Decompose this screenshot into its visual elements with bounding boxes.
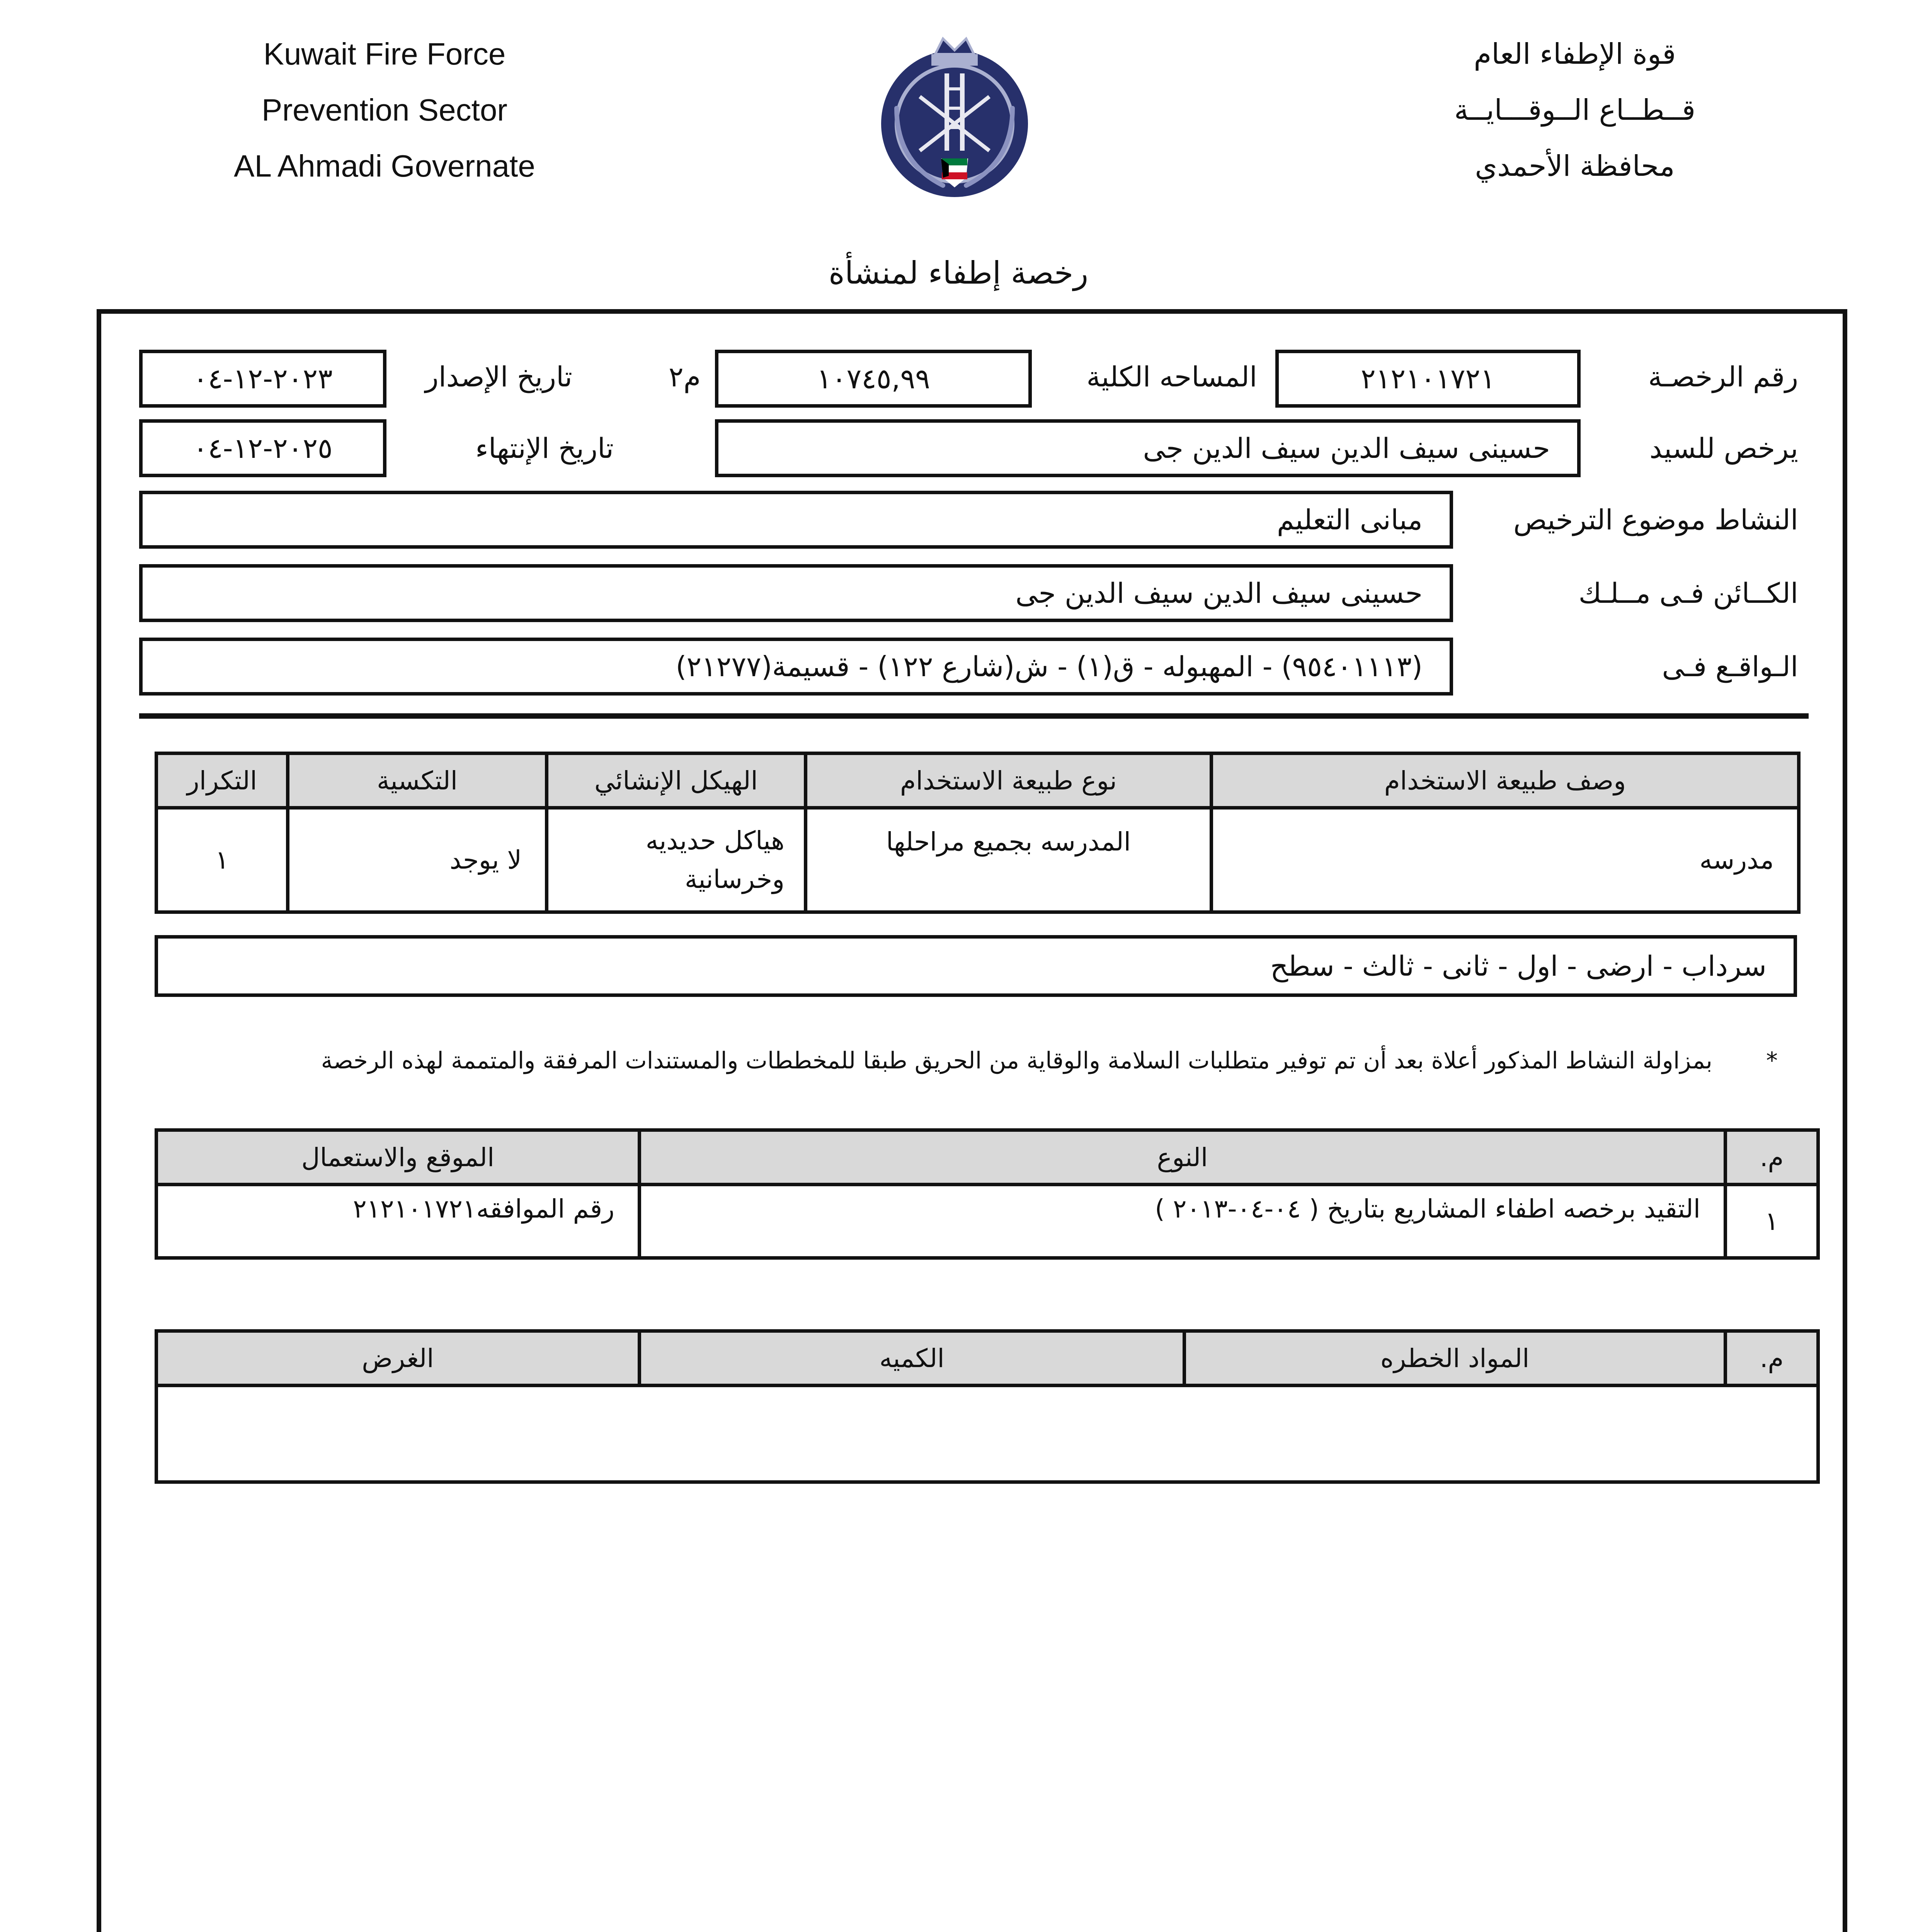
floors-field: سرداب - ارضى - اول - ثانى - ثالث - سطح [155, 935, 1797, 997]
kuwait-fire-force-emblem-icon [870, 31, 1040, 201]
table-row [157, 808, 1799, 912]
conditions-table [155, 1128, 1820, 1260]
hazmat-table-header [157, 1331, 1818, 1386]
column-header: المواد الخطره [1184, 1331, 1726, 1386]
license-number-field: ٢١٢١٠١٧٢١ [1275, 350, 1581, 408]
licensee-label: يرخص للسيد [1649, 432, 1798, 464]
column-header: الهيكل الإنشائي [547, 753, 806, 808]
table-cell: مدرسه [1212, 808, 1799, 912]
conditions-table-header [157, 1130, 1818, 1185]
column-header: م. [1726, 1331, 1818, 1386]
total-area-field: ١٠٧٤٥,٩٩ [715, 350, 1032, 408]
note-text: بمزاولة النشاط المذكور أعلاة بعد أن تم توفير متطلبات السلامة والوقاية من الحريق طبقا للمخططات والمستندات المرفقة والمتممة لهذه الرخصة [321, 1047, 1712, 1074]
license-number-label: رقم الرخصـة [1648, 361, 1798, 393]
owner-label: الكــائن فـى مــلـك [1578, 577, 1798, 609]
total-area-label: المساحه الكلية [1086, 361, 1257, 393]
table-row [157, 1185, 1818, 1258]
header-ar-line-3: محافظة الأحمدي [1475, 150, 1675, 183]
hazmat-table [155, 1329, 1820, 1484]
column-header: التكسية [288, 753, 547, 808]
section-divider [139, 713, 1809, 719]
column-header: الكميه [640, 1331, 1184, 1386]
table-cell: ١ [157, 808, 288, 912]
activity-field: مبانى التعليم [139, 491, 1453, 549]
activity-label: النشاط موضوع الترخيص [1513, 503, 1798, 536]
usage-table [155, 752, 1801, 914]
column-header: الغرض [157, 1331, 640, 1386]
column-header: م. [1726, 1130, 1818, 1185]
column-header: التكرار [157, 753, 288, 808]
license-note [193, 1043, 1778, 1078]
header-ar-line-1: قوة الإطفاء العام [1474, 37, 1676, 71]
column-header: الموقع والاستعمال [157, 1130, 640, 1185]
header-en-line-2: Prevention Sector [262, 93, 507, 127]
expiry-date-field: ٢٠٢٥-١٢-٠٤ [139, 419, 386, 477]
column-header: النوع [640, 1130, 1726, 1185]
header-en-line-1: Kuwait Fire Force [263, 37, 506, 71]
location-label: الـواقـع فـى [1662, 650, 1798, 683]
table-cell: هياكل حديديه وخرسانية [547, 808, 806, 912]
usage-table-header [157, 753, 1799, 808]
issue-date-field: ٢٠٢٣-١٢-٠٤ [139, 350, 386, 408]
licensee-field: حسينى سيف الدين سيف الدين جى [715, 419, 1581, 477]
table-cell: لا يوجد [288, 808, 547, 912]
table-cell: المدرسه بجميع مراحلها [806, 808, 1212, 912]
location-field: (٩٥٤٠١١١٣) - المهبوله - ق(١) - ش(شارع ١٢٢) - قسيمة(٢١٢٧٧) [139, 638, 1453, 696]
table-cell: التقيد برخصه اطفاء المشاريع بتاريخ ( ٠٤-٠٤-٢٠١٣ ) [640, 1185, 1726, 1258]
area-unit-label: م٢ [669, 361, 701, 393]
table-cell: رقم الموافقه٢١٢١٠١٧٢١ [157, 1185, 640, 1258]
table-cell: ١ [1726, 1185, 1818, 1258]
document-title: رخصة إطفاء لمنشأة [829, 255, 1088, 291]
note-star: * [1766, 1047, 1778, 1074]
column-header: نوع طبيعة الاستخدام [806, 753, 1212, 808]
header-ar-line-2: قــطــاع الــوقـــايــة [1454, 94, 1696, 127]
table-row [157, 1386, 1818, 1482]
license-frame [97, 309, 1847, 1932]
header-en-line-3: AL Ahmadi Governate [234, 149, 535, 183]
owner-field: حسينى سيف الدين سيف الدين جى [139, 564, 1453, 622]
empty-row [157, 1386, 1818, 1482]
expiry-date-label: تاريخ الإنتهاء [475, 432, 614, 464]
issue-date-label: تاريخ الإصدار [425, 361, 572, 393]
column-header: وصف طبيعة الاستخدام [1212, 753, 1799, 808]
